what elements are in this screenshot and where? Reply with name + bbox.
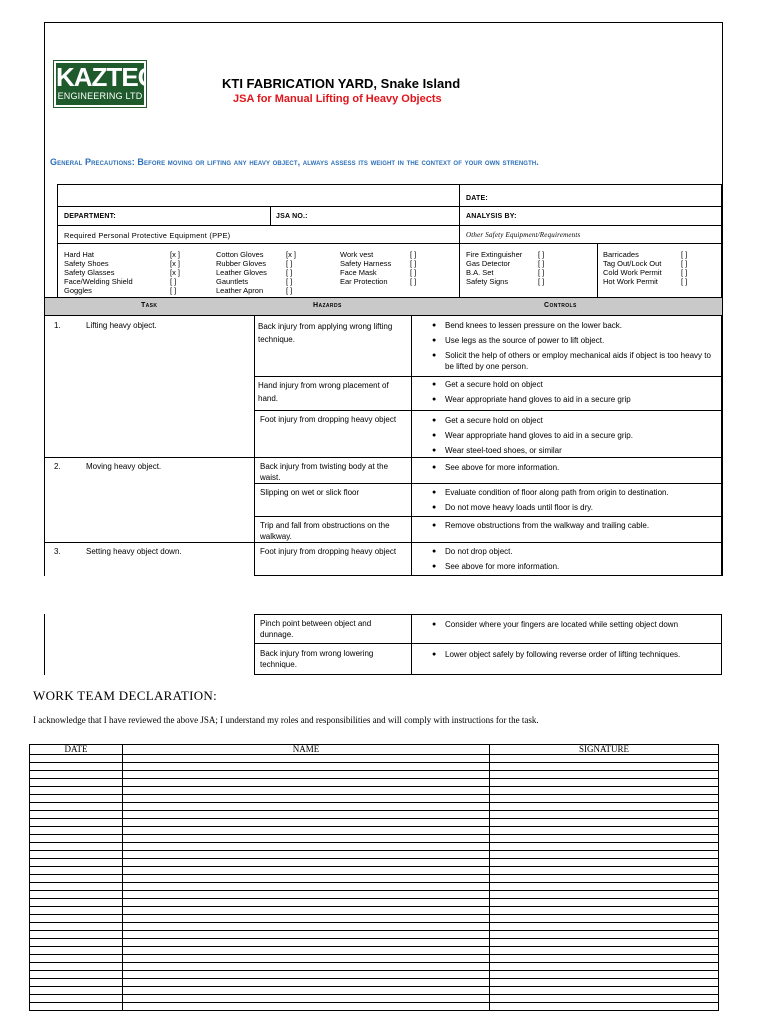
name-cell[interactable] — [123, 979, 490, 987]
controls-column-header: Controls — [544, 302, 577, 309]
general-precautions: General Precautions: Before moving or lifting any heavy object, always assess its weight in the context of your own strength. — [50, 157, 539, 167]
date-cell[interactable] — [30, 971, 123, 979]
date-cell[interactable] — [30, 955, 123, 963]
name-cell[interactable] — [123, 883, 490, 891]
signature-cell[interactable] — [490, 875, 719, 883]
date-cell[interactable] — [30, 867, 123, 875]
signature-cell[interactable] — [490, 955, 719, 963]
controls-list — [432, 619, 717, 634]
signature-cell[interactable] — [490, 779, 719, 787]
name-cell[interactable] — [123, 915, 490, 923]
date-cell[interactable] — [30, 835, 123, 843]
name-cell[interactable] — [123, 803, 490, 811]
date-cell[interactable] — [30, 923, 123, 931]
signature-cell[interactable] — [490, 763, 719, 771]
table-header — [45, 297, 722, 316]
name-cell[interactable] — [123, 787, 490, 795]
control-item: ● See above for more information. — [432, 462, 717, 473]
signature-row — [30, 843, 719, 851]
signature-row — [30, 803, 719, 811]
signature-column-header: SIGNATURE — [490, 745, 719, 755]
signature-rows — [30, 755, 719, 1011]
date-cell[interactable] — [30, 963, 123, 971]
other-equipment-column-2: Barricades [ ] Tag Out/Lock Out [ ] Cold Work Permit [ ] Hot Work Permit [ ] — [603, 250, 688, 286]
signature-row — [30, 755, 719, 763]
name-cell[interactable] — [123, 1003, 490, 1011]
name-column-header: NAME — [123, 745, 490, 755]
signature-row — [30, 875, 719, 883]
name-cell[interactable] — [123, 843, 490, 851]
jsa-no-label: JSA NO.: — [276, 213, 308, 220]
date-cell[interactable] — [30, 987, 123, 995]
signature-row — [30, 931, 719, 939]
signature-cell[interactable] — [490, 867, 719, 875]
signature-row — [30, 795, 719, 803]
signature-row — [30, 987, 719, 995]
signature-row — [30, 787, 719, 795]
name-cell[interactable] — [123, 763, 490, 771]
signature-cell[interactable] — [490, 843, 719, 851]
signature-row — [30, 971, 719, 979]
signature-cell[interactable] — [490, 819, 719, 827]
date-cell[interactable] — [30, 779, 123, 787]
signature-row — [30, 923, 719, 931]
control-item: ● See above for more information. — [432, 561, 717, 572]
task-number: 3. — [54, 547, 61, 556]
signature-row — [30, 811, 719, 819]
other-equipment-column-1: Fire Extinguisher [ ] Gas Detector [ ] B.A. Set [ ] Safety Signs [ ] — [466, 250, 545, 286]
date-column-header: DATE — [30, 745, 123, 755]
signature-row — [30, 851, 719, 859]
hazard-text: Hand injury from wrong placement of hand. — [258, 381, 389, 403]
controls-list — [432, 320, 717, 376]
control-item: ● Bend knees to lessen pressure on the lower back. — [432, 320, 717, 331]
name-cell[interactable] — [123, 835, 490, 843]
signature-table — [29, 744, 719, 1011]
control-item: ● Lower object safely by following reverse order of lifting techniques. — [432, 649, 717, 660]
signature-row — [30, 955, 719, 963]
date-cell[interactable] — [30, 827, 123, 835]
signature-row — [30, 979, 719, 987]
name-cell[interactable] — [123, 899, 490, 907]
hazard-text: Back injury from wrong lowering technique. — [260, 649, 374, 669]
control-item: ● Wear steel-toed shoes, or similar — [432, 445, 717, 456]
task-column-header: Task — [141, 302, 158, 309]
signature-cell[interactable] — [490, 771, 719, 779]
control-item: ● Do not drop object. — [432, 546, 717, 557]
signature-row — [30, 963, 719, 971]
signature-cell[interactable] — [490, 859, 719, 867]
department-label: DEPARTMENT: — [64, 213, 116, 220]
date-cell[interactable] — [30, 795, 123, 803]
control-item: ● Wear appropriate hand gloves to aid in a secure grip. — [432, 430, 717, 441]
signature-cell[interactable] — [490, 795, 719, 803]
date-cell[interactable] — [30, 755, 123, 763]
date-cell[interactable] — [30, 939, 123, 947]
signature-cell[interactable] — [490, 939, 719, 947]
name-cell[interactable] — [123, 987, 490, 995]
signature-row — [30, 771, 719, 779]
signature-row — [30, 915, 719, 923]
task-description: Moving heavy object. — [86, 462, 162, 471]
company-logo — [54, 61, 156, 107]
control-item: ● Do not move heavy loads until floor is dry. — [432, 502, 722, 513]
signature-cell[interactable] — [490, 883, 719, 891]
signature-cell[interactable] — [490, 987, 719, 995]
hazard-text: Foot injury from dropping heavy object — [260, 415, 397, 424]
signature-row — [30, 827, 719, 835]
document-subtitle: JSA for Manual Lifting of Heavy Objects — [233, 93, 442, 105]
ppe-column-1: Hard Hat [x ] Safety Shoes [x ] Safety Glasses [x ] Face/Welding Shield [ ] Goggles [ ] — [64, 250, 181, 295]
signature-row — [30, 867, 719, 875]
signature-cell[interactable] — [490, 811, 719, 819]
name-cell[interactable] — [123, 827, 490, 835]
signature-cell[interactable] — [490, 899, 719, 907]
date-cell[interactable] — [30, 979, 123, 987]
hazard-text: Back injury from twisting body at the waist. — [260, 462, 389, 482]
date-cell[interactable] — [30, 883, 123, 891]
name-cell[interactable] — [123, 779, 490, 787]
controls-list — [432, 462, 717, 477]
signature-row — [30, 899, 719, 907]
signature-cell[interactable] — [490, 963, 719, 971]
name-cell[interactable] — [123, 875, 490, 883]
control-item: ● Get a secure hold on object — [432, 379, 717, 390]
name-cell[interactable] — [123, 891, 490, 899]
date-cell[interactable] — [30, 859, 123, 867]
controls-list — [432, 649, 717, 664]
task-number: 1. — [54, 321, 61, 330]
control-item: ● Remove obstructions from the walkway and trailing cable. — [432, 520, 717, 531]
signature-row — [30, 907, 719, 915]
name-cell[interactable] — [123, 795, 490, 803]
hazard-text: Pinch point between object and dunnage. — [260, 619, 372, 639]
date-cell[interactable] — [30, 931, 123, 939]
name-cell[interactable] — [123, 963, 490, 971]
controls-list — [432, 487, 722, 517]
signature-cell[interactable] — [490, 755, 719, 763]
signature-cell[interactable] — [490, 803, 719, 811]
name-cell[interactable] — [123, 995, 490, 1003]
control-item: ● Wear appropriate hand gloves to aid in a secure grip — [432, 394, 717, 405]
name-cell[interactable] — [123, 939, 490, 947]
date-cell[interactable] — [30, 851, 123, 859]
date-cell[interactable] — [30, 771, 123, 779]
name-cell[interactable] — [123, 907, 490, 915]
signature-cell[interactable] — [490, 835, 719, 843]
declaration-text: I acknowledge that I have reviewed the above JSA; I understand my roles and responsibilities and will comply with instructions for the task. — [33, 715, 539, 725]
ppe-label: Required Personal Protective Equipment (PPE) — [64, 231, 231, 240]
controls-list — [432, 379, 717, 409]
controls-list — [432, 520, 717, 535]
logo-sub-text: ENGINEERING LTD — [57, 91, 143, 101]
date-cell[interactable] — [30, 1003, 123, 1011]
controls-list — [432, 546, 717, 576]
name-cell[interactable] — [123, 811, 490, 819]
other-equipment-label: Other Safety Equipment/Requirements — [466, 231, 581, 239]
signature-row — [30, 779, 719, 787]
signature-cell[interactable] — [490, 851, 719, 859]
control-item: ● Get a secure hold on object — [432, 415, 717, 426]
document-title: KTI FABRICATION YARD, Snake Island — [222, 76, 461, 91]
controls-list — [432, 415, 717, 460]
signature-row — [30, 1003, 719, 1011]
task-number: 2. — [54, 462, 61, 471]
date-cell[interactable] — [30, 891, 123, 899]
signature-cell[interactable] — [490, 995, 719, 1003]
signature-row — [30, 835, 719, 843]
hazard-text: Slipping on wet or slick floor — [260, 488, 360, 497]
date-cell[interactable] — [30, 899, 123, 907]
signature-row — [30, 939, 719, 947]
date-cell[interactable] — [30, 907, 123, 915]
task-description: Lifting heavy object. — [86, 321, 157, 330]
control-item: ● Consider where your fingers are located while setting object down — [432, 619, 717, 630]
signature-cell[interactable] — [490, 827, 719, 835]
signature-row — [30, 763, 719, 771]
signature-row — [30, 819, 719, 827]
name-cell[interactable] — [123, 771, 490, 779]
name-cell[interactable] — [123, 859, 490, 867]
logo-main-text: KAZTEC — [56, 62, 156, 92]
date-cell[interactable] — [30, 915, 123, 923]
control-item: ● Evaluate condition of floor along path from origin to destination. — [432, 487, 722, 498]
name-cell[interactable] — [123, 947, 490, 955]
signature-cell[interactable] — [490, 971, 719, 979]
analysis-by-label: ANALYSIS BY: — [466, 213, 517, 220]
hazards-column-header: Hazards — [313, 302, 342, 309]
signature-cell[interactable] — [490, 907, 719, 915]
date-cell[interactable] — [30, 995, 123, 1003]
signature-cell[interactable] — [490, 891, 719, 899]
name-cell[interactable] — [123, 931, 490, 939]
date-cell[interactable] — [30, 843, 123, 851]
name-cell[interactable] — [123, 955, 490, 963]
task-description: Setting heavy object down. — [86, 547, 182, 556]
date-cell[interactable] — [30, 875, 123, 883]
date-label: DATE: — [466, 195, 488, 202]
control-item: ● Solicit the help of others or employ mechanical aids if object is too heavy to be lifted by one person. — [432, 350, 717, 372]
signature-cell[interactable] — [490, 947, 719, 955]
date-cell[interactable] — [30, 811, 123, 819]
name-cell[interactable] — [123, 819, 490, 827]
signature-cell[interactable] — [490, 915, 719, 923]
signature-cell[interactable] — [490, 923, 719, 931]
hazard-text: Back injury from applying wrong lifting technique. — [258, 322, 393, 344]
name-cell[interactable] — [123, 851, 490, 859]
date-cell[interactable] — [30, 787, 123, 795]
signature-row — [30, 859, 719, 867]
signature-row — [30, 947, 719, 955]
date-cell[interactable] — [30, 763, 123, 771]
name-cell[interactable] — [123, 923, 490, 931]
date-cell[interactable] — [30, 803, 123, 811]
hazard-text: Foot injury from dropping heavy object — [260, 547, 397, 556]
name-cell[interactable] — [123, 755, 490, 763]
name-cell[interactable] — [123, 971, 490, 979]
signature-cell[interactable] — [490, 1003, 719, 1011]
date-cell[interactable] — [30, 819, 123, 827]
signature-row — [30, 891, 719, 899]
signature-row — [30, 995, 719, 1003]
name-cell[interactable] — [123, 867, 490, 875]
hazard-text: Trip and fall from obstructions on the walkway. — [260, 521, 390, 541]
ppe-column-3: Work vest [ ] Safety Harness [ ] Face Mask [ ] Ear Protection [ ] — [340, 250, 417, 286]
signature-cell[interactable] — [490, 787, 719, 795]
control-item: ● Use legs as the source of power to lift object. — [432, 335, 717, 346]
ppe-column-2: Cotton Gloves [x ] Rubber Gloves [ ] Leather Gloves [ ] Gauntlets [ ] Leather Apron [ ] — [216, 250, 297, 295]
signature-row — [30, 883, 719, 891]
signature-cell[interactable] — [490, 931, 719, 939]
signature-cell[interactable] — [490, 979, 719, 987]
declaration-title: WORK TEAM DECLARATION: — [33, 688, 218, 703]
date-cell[interactable] — [30, 947, 123, 955]
